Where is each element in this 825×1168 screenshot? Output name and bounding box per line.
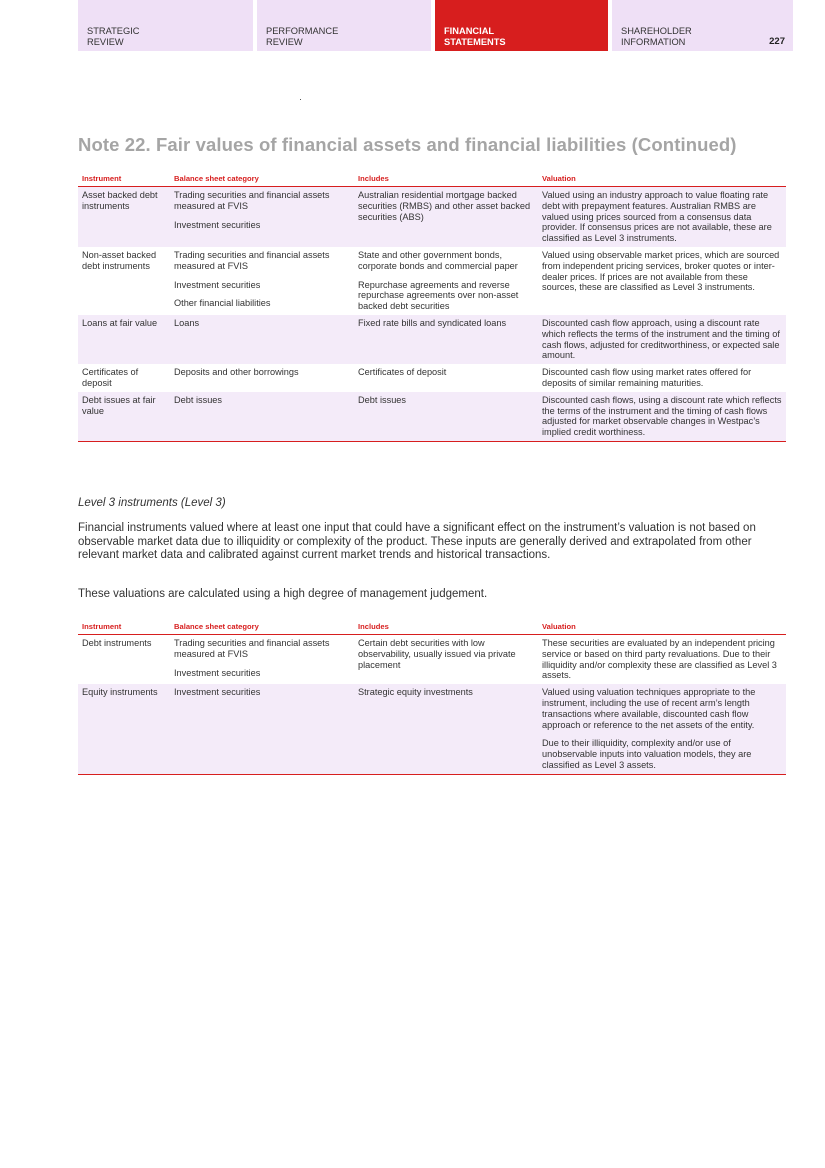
cell-text: Other financial liabilities bbox=[174, 298, 271, 309]
cell-text: Valued using an industry approach to value floating rate debt with prepayment features. Australian RMBS are valued using prices sourced from a consensus data provider. If consensus prices are not available, these are classified as Level 3 instruments. bbox=[542, 190, 772, 244]
table-row bbox=[78, 684, 786, 774]
level3-description: Financial instruments valued where at least one input that could have a significant effect on the instrument’s valuation is not based on observable market data due to illiquidity or complexity of the product. These inputs are generally derived and extrapolated from other relevant market data and calibrated against current market trends and historical transactions. bbox=[78, 522, 756, 562]
cell-text: Certain debt securities with low observability, usually issued via private placement bbox=[358, 638, 516, 670]
cell-includes bbox=[354, 684, 538, 774]
table-row bbox=[78, 187, 786, 247]
level3-heading: Level 3 instruments (Level 3) bbox=[78, 497, 226, 509]
cell-text: Repurchase agreements and reverse repurchase agreements over non-asset backed debt securities bbox=[358, 279, 519, 312]
cell-valuation bbox=[538, 315, 786, 364]
cell-text: Valued using observable market prices, which are sourced from independent pricing services, broker quotes or inter-dealer prices. If prices are not available from these sources, these are classified as Level 3 instruments. bbox=[542, 249, 780, 293]
cell-text: Trading securities and financial assets measured at FVIS bbox=[174, 249, 330, 271]
cell-category bbox=[170, 247, 354, 315]
cell-includes bbox=[354, 635, 538, 685]
cell-instrument: Debt issues at fair value bbox=[78, 392, 170, 442]
cell-text: Debt issues bbox=[174, 394, 223, 405]
valuation-table-level2 bbox=[78, 171, 786, 442]
nav-tab-shareholder-information[interactable] bbox=[612, 0, 793, 51]
cell-category bbox=[170, 364, 354, 392]
cell-text: Trading securities and financial assets measured at FVIS bbox=[174, 638, 330, 659]
cell-text: State and other government bonds, corporate bonds and commercial paper bbox=[358, 249, 518, 271]
cell-text: Loans bbox=[174, 317, 200, 328]
cell-category bbox=[170, 187, 354, 247]
page-number: 227 bbox=[769, 36, 785, 47]
cell-includes bbox=[354, 364, 538, 392]
cell-text: Investment securities bbox=[174, 279, 261, 290]
cell-text: Discounted cash flow using market rates offered for deposits of similar remaining maturities. bbox=[542, 367, 752, 388]
table-row bbox=[78, 635, 786, 685]
cell-valuation bbox=[538, 247, 786, 315]
cell-valuation bbox=[538, 392, 786, 442]
column-header-includes: Includes bbox=[354, 171, 538, 187]
nav-tab-performance-review[interactable] bbox=[257, 0, 431, 51]
cell-includes bbox=[354, 247, 538, 315]
cell-valuation bbox=[538, 364, 786, 392]
cell-text: Investment securities bbox=[174, 219, 261, 230]
column-header-valuation: Valuation bbox=[538, 619, 786, 635]
cell-text: Investment securities bbox=[174, 667, 261, 678]
table-header-row bbox=[78, 171, 786, 187]
cell-instrument: Non-asset backed debt instruments bbox=[82, 249, 157, 271]
column-header-instrument: Instrument bbox=[78, 619, 170, 635]
table-row bbox=[78, 247, 786, 315]
table-header-row bbox=[78, 619, 786, 635]
cell-category bbox=[170, 684, 354, 774]
cell-text: Deposits and other borrowings bbox=[174, 367, 299, 378]
cell-category bbox=[170, 635, 354, 685]
cell-valuation bbox=[538, 684, 786, 774]
cell-instrument: Asset backed debt instruments bbox=[78, 187, 170, 247]
cell-text: Discounted cash flow approach, using a discount rate which reflects the terms of the instrument and the timing of cash flows, adjusted for creditworthiness, or expected sale amount. bbox=[542, 317, 780, 361]
cell-instrument: Loans at fair value bbox=[78, 315, 170, 364]
column-header-balance-sheet-category: Balance sheet category bbox=[170, 619, 354, 635]
nav-tab-strategic-review[interactable] bbox=[78, 0, 253, 51]
cell-includes bbox=[354, 315, 538, 364]
cell-text: Trading securities and financial assets measured at FVIS bbox=[174, 190, 330, 211]
column-header-includes: Includes bbox=[354, 619, 538, 635]
column-header-balance-sheet-category: Balance sheet category bbox=[170, 171, 354, 187]
cell-instrument: Debt instruments bbox=[82, 638, 152, 648]
level3-judgement-note: These valuations are calculated using a high degree of management judgement. bbox=[78, 588, 488, 600]
cell-text: Debt issues bbox=[358, 394, 407, 405]
cell-includes bbox=[354, 187, 538, 247]
nav-tab-line: STATEMENTS bbox=[444, 36, 506, 47]
cell-valuation bbox=[538, 635, 786, 685]
cell-text: Fixed rate bills and syndicated loans bbox=[358, 317, 507, 328]
nav-tab-line: INFORMATION bbox=[621, 36, 686, 47]
column-header-instrument: Instrument bbox=[78, 171, 170, 187]
table-row bbox=[78, 364, 786, 392]
nav-tab-line: STRATEGIC bbox=[87, 26, 140, 36]
cell-text: Due to their illiquidity, complexity and/or use of unobservable inputs into valuation models, they are classified as Level 3 assets. bbox=[542, 738, 752, 770]
table-row bbox=[78, 315, 786, 364]
cell-instrument: Equity instruments bbox=[78, 684, 170, 774]
nav-tab-line: REVIEW bbox=[87, 36, 124, 47]
nav-tab-line: REVIEW bbox=[266, 36, 303, 47]
section-nav bbox=[78, 0, 797, 51]
nav-tab-line: PERFORMANCE bbox=[266, 26, 339, 36]
cell-valuation bbox=[538, 187, 786, 247]
cell-text: Valued using valuation techniques appropriate to the instrument, including the use of recent arm’s length transactions where available, discounted cash flow approach or reference to the net assets of the entity. bbox=[542, 687, 756, 730]
page-title: Note 22. Fair values of financial assets and financial liabilities (Continued) bbox=[78, 134, 737, 155]
nav-tab-line: SHAREHOLDER bbox=[621, 26, 692, 36]
nav-tab-line: FINANCIAL bbox=[444, 26, 495, 36]
cell-instrument: Certificates of deposit bbox=[82, 367, 139, 388]
nav-tab-financial-statements[interactable] bbox=[435, 0, 608, 51]
cell-includes bbox=[354, 392, 538, 442]
cell-text: Certificates of deposit bbox=[358, 367, 447, 378]
cell-category bbox=[170, 392, 354, 442]
cell-category bbox=[170, 315, 354, 364]
column-header-valuation: Valuation bbox=[538, 171, 786, 187]
cell-text: These securities are evaluated by an independent pricing service or based on third party revaluations. Due to their illiquidity and/or complexity these are classified as Level 3 assets. bbox=[542, 638, 777, 681]
cell-text: Investment securities bbox=[174, 687, 261, 698]
cell-text: Australian residential mortgage backed securities (RMBS) and other asset backed securities (ABS) bbox=[358, 190, 531, 222]
valuation-table-level3 bbox=[78, 619, 786, 775]
cell-text: Discounted cash flows, using a discount rate which reflects the terms of the instrument and the timing of cash flows adjusted for market observable changes in Westpac’s implied credit worthiness. bbox=[542, 394, 782, 438]
cell-text: Strategic equity investments bbox=[358, 687, 473, 698]
decorative-dot bbox=[300, 99, 301, 100]
table-row bbox=[78, 392, 786, 442]
